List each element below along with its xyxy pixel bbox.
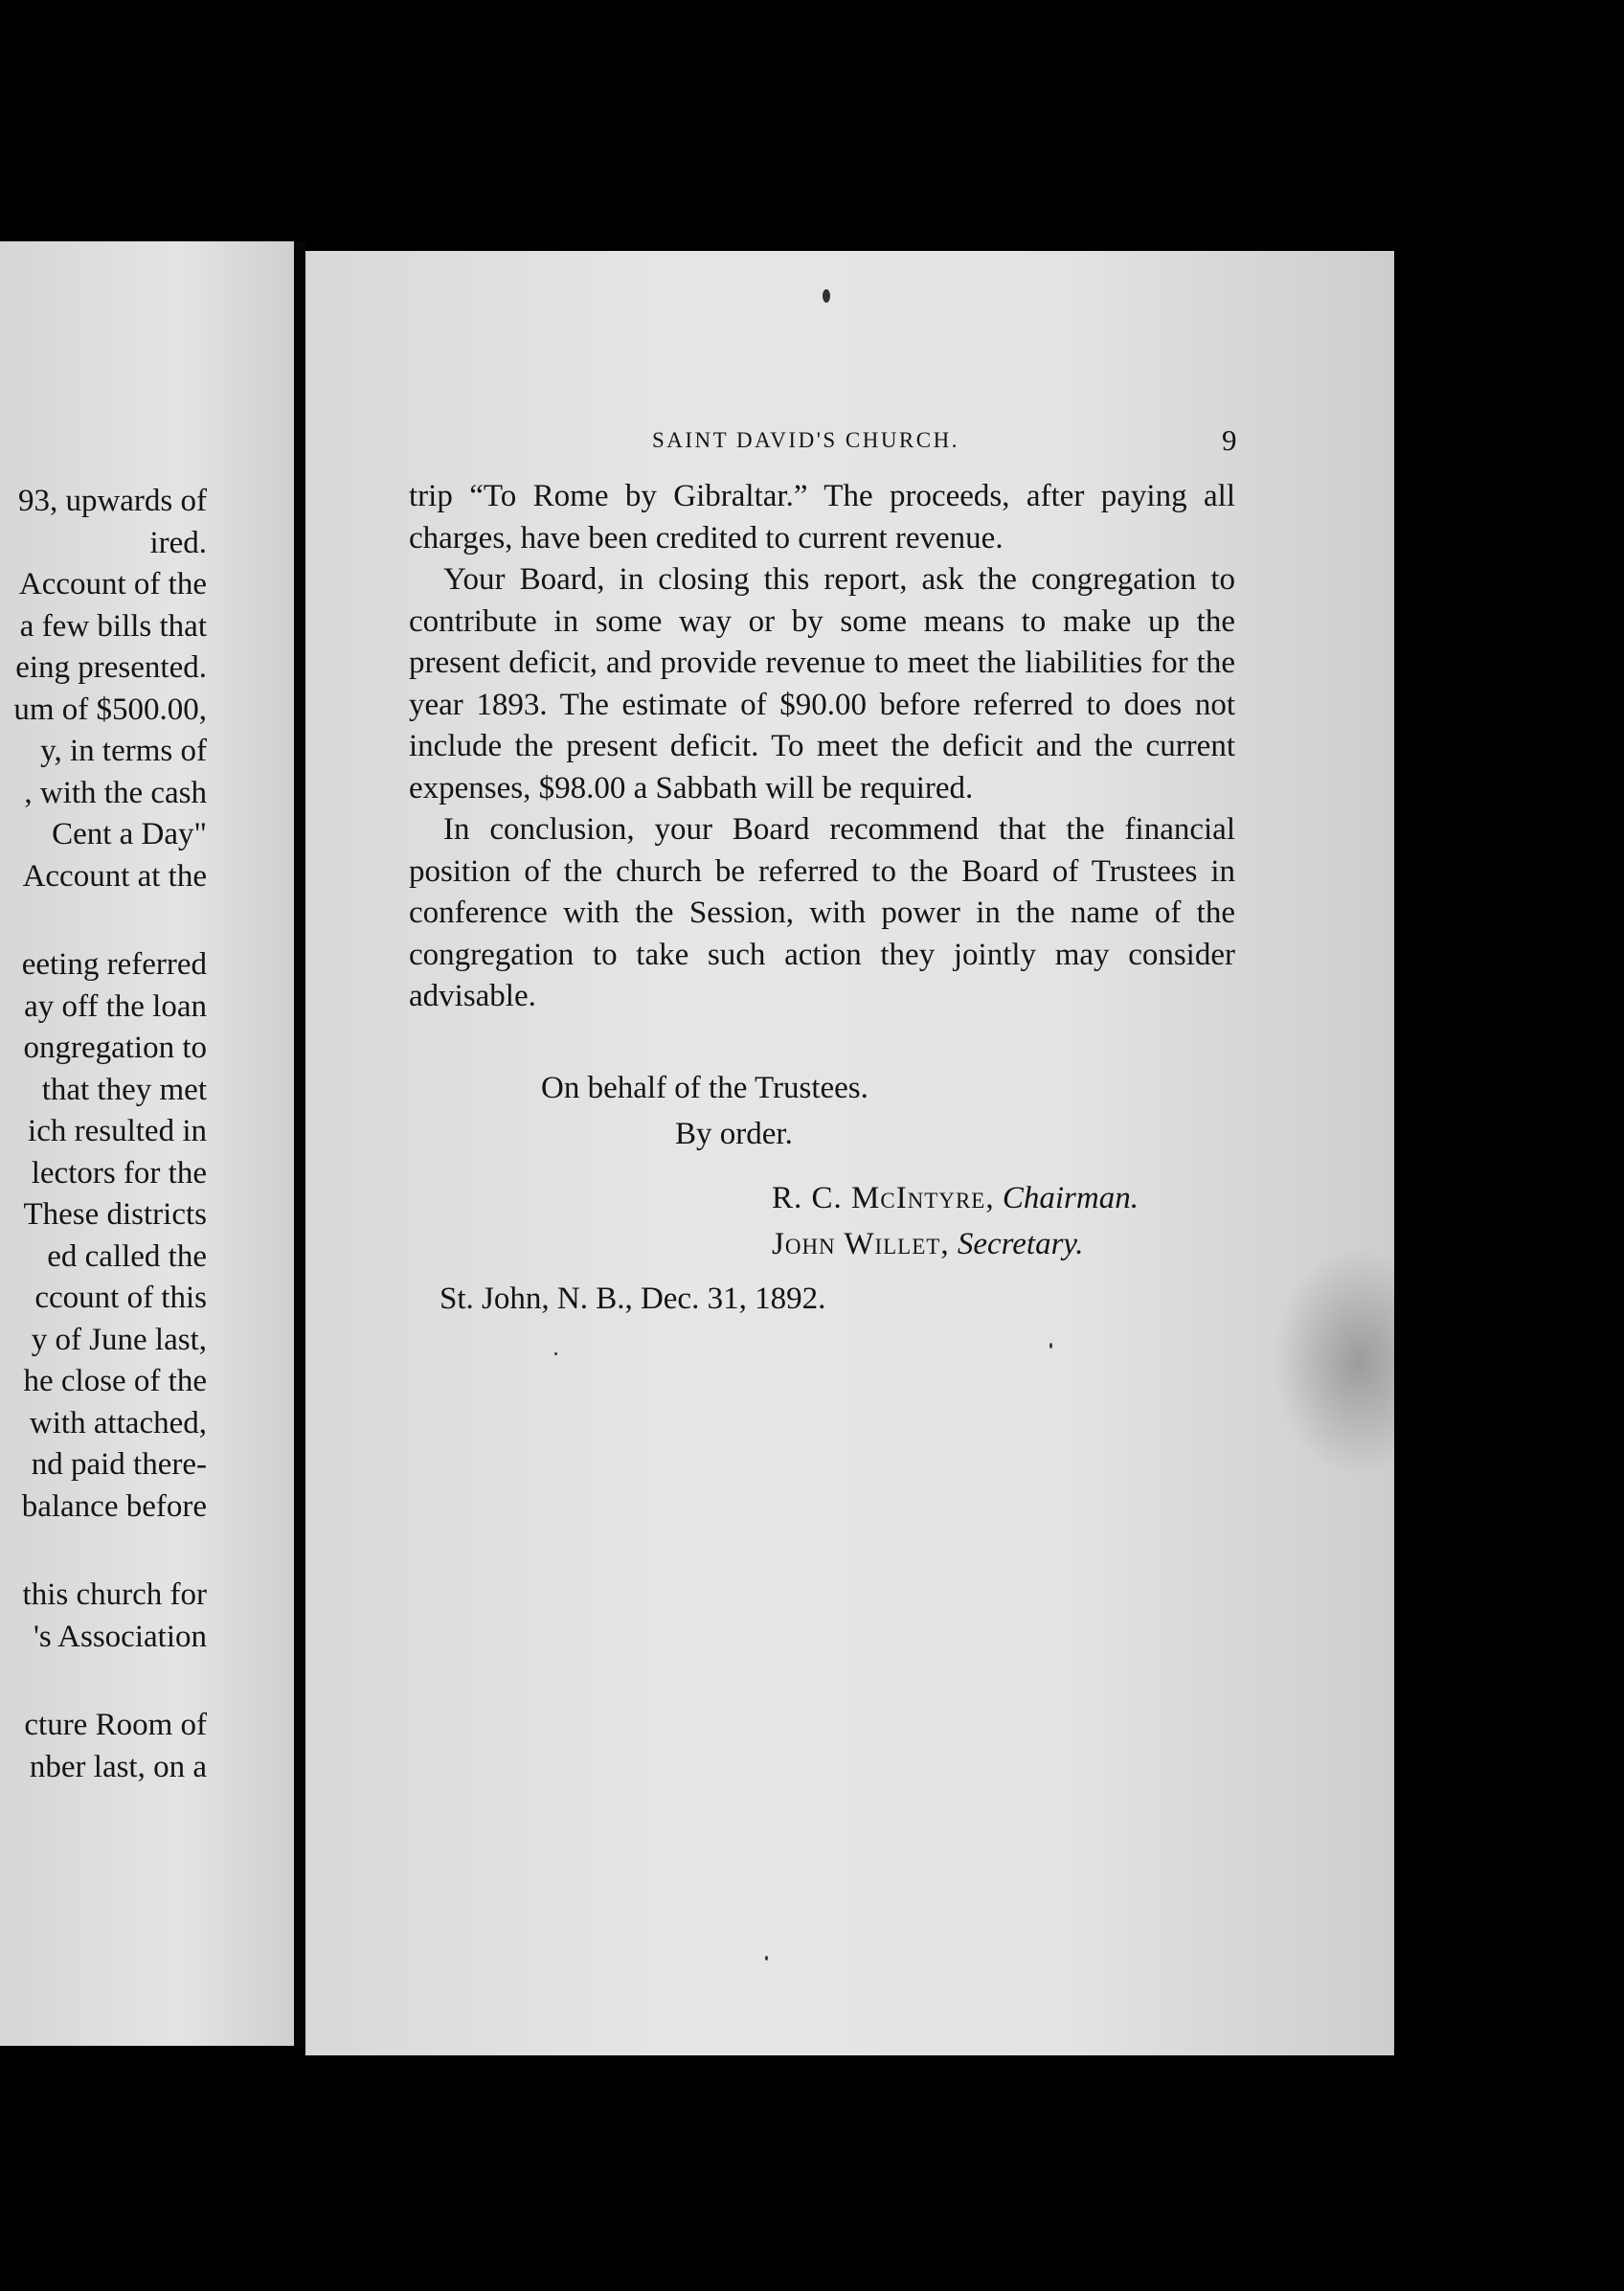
- left-page-line: eeting referred: [21, 947, 207, 982]
- left-page-line: Account of the: [18, 567, 207, 601]
- left-page-line: that they met: [41, 1072, 207, 1107]
- signatories: [772, 1175, 1139, 1267]
- left-page-line: y of June last,: [31, 1322, 207, 1357]
- left-page-fragment: [0, 241, 299, 2046]
- signatory-role: Chairman.: [1002, 1181, 1139, 1215]
- left-page-line: with attached,: [29, 1405, 207, 1440]
- left-page-line: lectors for the: [31, 1155, 207, 1191]
- page-shadow: [1273, 1247, 1394, 1477]
- running-head: SAINT DAVID'S CHURCH.: [652, 428, 959, 452]
- print-speck: [823, 289, 830, 303]
- paragraph-1: trip “To Rome by Gibraltar.” The proceeds, after paying all charges, have been credited to current revenue.: [409, 479, 1235, 556]
- by-order-line: By order.: [675, 1117, 793, 1151]
- left-page-line: , with the cash: [24, 775, 207, 810]
- left-page-gap: [0, 1658, 207, 1705]
- left-page-line: 's Association: [33, 1619, 207, 1654]
- dateline: St. John, N. B., Dec. 31, 1892.: [440, 1282, 826, 1316]
- left-page-line: ay off the loan: [24, 988, 207, 1024]
- signatory-name: John Willet,: [772, 1227, 950, 1261]
- signatory-chairman: [772, 1175, 1139, 1221]
- left-page-line: These districts: [23, 1197, 207, 1232]
- paragraph-3: In conclusion, your Board recommend that the financial position of the church be referred to the Board of Trustees in conference with the Session, with power in the name of the congregation to take such action they jointly may consider advisable.: [409, 812, 1235, 1013]
- left-page-gap: [0, 1528, 207, 1575]
- left-page-line: eing presented.: [15, 650, 207, 685]
- print-speck: [554, 1352, 557, 1355]
- left-page-line: y, in terms of: [40, 734, 207, 768]
- left-page-line: um of $500.00,: [13, 692, 207, 727]
- left-page-line: cture Room of: [24, 1708, 207, 1742]
- print-speck: [765, 1956, 768, 1961]
- left-page-line: balance before: [21, 1488, 207, 1524]
- print-speck: [1049, 1343, 1052, 1349]
- left-page-line: this church for: [22, 1577, 207, 1612]
- right-page: [305, 251, 1394, 2055]
- left-page-line: he close of the: [23, 1364, 207, 1398]
- left-page-gap: [0, 897, 207, 944]
- left-page-line: Cent a Day": [52, 817, 207, 851]
- left-page-line: Account at the: [22, 858, 207, 894]
- left-page-line: nber last, on a: [29, 1749, 207, 1784]
- signatory-secretary: [772, 1221, 1139, 1267]
- left-page-line: 93, upwards of: [17, 484, 207, 518]
- signatory-role: Secretary.: [957, 1227, 1084, 1261]
- binding-gutter: [294, 241, 305, 2048]
- left-page-line: ongregation to: [23, 1031, 207, 1065]
- body-text: [409, 476, 1235, 1018]
- left-page-text: [0, 481, 207, 1788]
- left-page-line: ich resulted in: [28, 1114, 207, 1148]
- signatory-name: R. C. McIntyre,: [772, 1181, 995, 1215]
- left-page-line: nd paid there-: [31, 1447, 207, 1482]
- left-page-line: a few bills that: [19, 608, 207, 644]
- page-number: 9: [1222, 423, 1237, 457]
- left-page-line: ccount of this: [34, 1281, 207, 1315]
- left-page-line: ed called the: [47, 1238, 207, 1274]
- left-page-line: ired.: [149, 525, 207, 560]
- paragraph-2: Your Board, in closing this report, ask the congregation to contribute in some way or by some means to make up the present deficit, and provide revenue to meet the liabilities for the year 1893. The estimate of $90.00 before referred to does not include the present deficit. To meet the deficit and the current expenses, $98.00 a Sabbath will be required.: [409, 562, 1235, 805]
- closing-line: On behalf of the Trustees.: [541, 1071, 868, 1105]
